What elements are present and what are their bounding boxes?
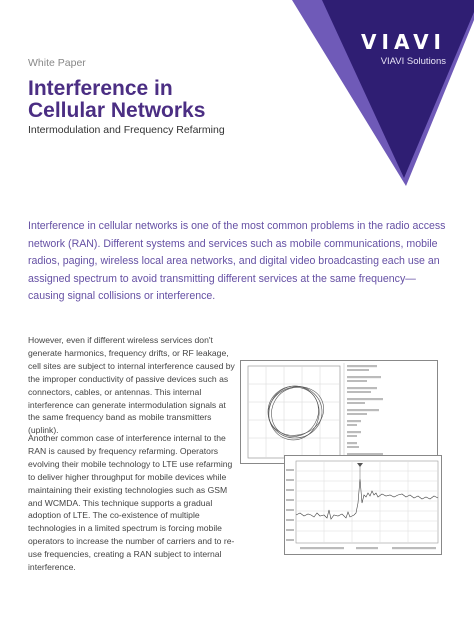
body-paragraph-2: Another common case of interference internal to the RAN is caused by frequency refarming. Operators evolving their mobile technology to LTE use refarming to deliver higher throughput for mobile devices while maintaining their existing technologies such as GSM and WCMDA. This technique supports a gradual adoption of LTE. The co-existence of multiple technologies in a limited spectrum is forcing mobile operators to increase the number of carriers and to re-use frequencies, creating a RAN subject to internal interference.: [28, 433, 235, 573]
viavi-logo: VIAVI: [361, 30, 446, 54]
spectrum-screenshot: [284, 455, 442, 555]
page-title: [28, 78, 205, 122]
brand-block: [361, 30, 446, 67]
document-type: White Paper: [28, 57, 86, 69]
constellation-screenshot: [240, 360, 438, 464]
page-subtitle: Intermodulation and Frequency Refarming: [28, 124, 225, 136]
intro-paragraph: Interference in cellular networks is one of the most common problems in the radio access network (RAN). Different systems and services such as mobile communications, mobile radios, paging, wireless local area networks, and digital video broadcasting each use an assigned spectrum to avoid transmitting different services at the same frequency—causing signal collisions or interference.: [28, 220, 446, 302]
brand-name: VIAVI Solutions: [380, 56, 446, 67]
title-line-2: Cellular Networks: [28, 99, 206, 122]
body-paragraph-1: However, even if different wireless services don't generate harmonics, frequency drifts, or RF leakage, cell sites are subject to internal interference caused by the improper conductivity of passive devices such as connectors, cables, or antennas. This internal interference can generate intermodulation signals at the same frequency band as mobile transmitters (uplink).: [28, 335, 235, 436]
title-line-1: Interference in: [28, 77, 173, 100]
